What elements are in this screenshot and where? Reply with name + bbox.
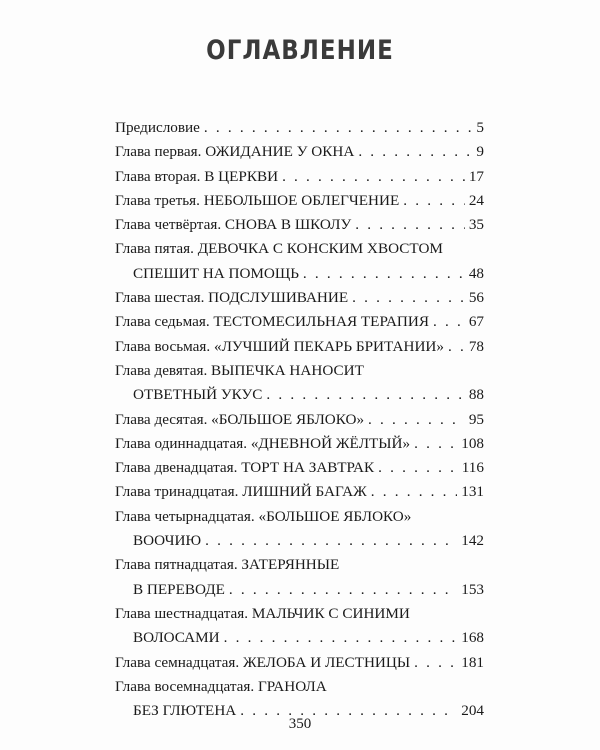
dot-leader [229, 578, 457, 602]
toc-entry[interactable] [115, 651, 484, 675]
toc-entry-title: Глава шестая. ПОДСЛУШИВАНИЕ [115, 289, 349, 307]
toc-entry-title: Глава четвёртая. СНОВА В ШКОЛУ [115, 216, 352, 234]
toc-entry-title-continued: СПЕШИТ НА ПОМОЩЬ [133, 264, 299, 282]
dot-leader [224, 626, 458, 650]
toc-entry-page: 153 [461, 580, 484, 598]
toc-entry-page: 116 [461, 459, 484, 477]
toc-entry-page: 142 [461, 532, 484, 550]
toc-entry-page: 56 [468, 289, 484, 307]
table-of-contents [115, 116, 484, 723]
toc-entry-title-continued: ВООЧИЮ [133, 532, 202, 550]
toc-entry[interactable] [115, 480, 484, 504]
toc-entry-page: 78 [468, 337, 484, 355]
dot-leader [403, 189, 465, 213]
toc-entry-title: Глава вторая. В ЦЕРКВИ [115, 167, 279, 185]
toc-entry-title: Глава семнадцатая. ЖЕЛОБА И ЛЕСТНИЦЫ [115, 653, 411, 671]
dot-leader [303, 262, 465, 286]
toc-entry-title-continued: ВОЛОСАМИ [133, 629, 220, 647]
toc-entry-title: Глава четырнадцатая. «БОЛЬШОЕ ЯБЛОКО» [115, 507, 412, 525]
toc-entry[interactable] [115, 505, 484, 554]
toc-entry[interactable] [115, 310, 484, 334]
toc-entry[interactable] [115, 213, 484, 237]
dot-leader [414, 651, 457, 675]
toc-entry-page: 168 [461, 629, 484, 647]
toc-entry[interactable] [115, 432, 484, 456]
dot-leader [448, 335, 465, 359]
toc-entry-page: 131 [461, 483, 484, 501]
toc-entry-title: Глава одиннадцатая. «ДНЕВНОЙ ЖЁЛТЫЙ» [115, 434, 411, 452]
dot-leader [282, 165, 465, 189]
toc-entry-title: Глава тринадцатая. ЛИШНИЙ БАГАЖ [115, 483, 367, 501]
toc-entry-page: 35 [468, 216, 484, 234]
dot-leader [414, 432, 457, 456]
toc-entry-page: 88 [468, 386, 484, 404]
toc-entry-page: 67 [468, 313, 484, 331]
toc-entry[interactable] [115, 553, 484, 602]
toc-entry-title: Глава девятая. ВЫПЕЧКА НАНОСИТ [115, 361, 364, 379]
toc-entry[interactable] [115, 602, 484, 651]
toc-entry[interactable] [115, 140, 484, 164]
toc-entry[interactable] [115, 116, 484, 140]
toc-entry[interactable] [115, 408, 484, 432]
dot-leader [378, 456, 458, 480]
toc-entry-title-continued: БЕЗ ГЛЮТЕНА [133, 702, 237, 720]
dot-leader [266, 383, 464, 407]
toc-entry[interactable] [115, 456, 484, 480]
toc-entry-title: Глава первая. ОЖИДАНИЕ У ОКНА [115, 143, 355, 161]
toc-entry-page: 181 [461, 653, 484, 671]
toc-entry-page: 5 [476, 119, 484, 136]
toc-entry[interactable] [115, 359, 484, 408]
toc-entry-title: Глава пятнадцатая. ЗАТЕРЯННЫЕ [115, 556, 340, 574]
toc-entry-page: 108 [461, 434, 484, 452]
dot-leader [355, 213, 465, 237]
dot-leader [205, 529, 457, 553]
toc-entry-page: 95 [468, 410, 484, 428]
dot-leader [371, 480, 458, 504]
dot-leader [358, 140, 472, 164]
toc-entry-page: 48 [468, 264, 484, 282]
toc-entry-title: Глава восемнадцатая. ГРАНОЛА [115, 677, 327, 695]
toc-entry-page: 17 [468, 167, 484, 185]
toc-entry[interactable] [115, 237, 484, 286]
toc-entry[interactable] [115, 165, 484, 189]
page-title: ОГЛАВЛЕНИЕ [206, 36, 394, 66]
toc-entry-title: Глава третья. НЕБОЛЬШОЕ ОБЛЕГЧЕНИЕ [115, 191, 400, 209]
toc-entry-title: Глава двенадцатая. ТОРТ НА ЗАВТРАК [115, 459, 375, 477]
toc-entry-title: Глава восьмая. «ЛУЧШИЙ ПЕКАРЬ БРИТАНИИ» [115, 337, 444, 355]
toc-entry[interactable] [115, 335, 484, 359]
toc-entry[interactable] [115, 286, 484, 310]
dot-leader [352, 286, 465, 310]
dot-leader [433, 310, 465, 334]
toc-entry-page: 24 [468, 191, 484, 209]
toc-entry-title-continued: В ПЕРЕВОДЕ [133, 580, 225, 598]
toc-entry-title: Глава шестнадцатая. МАЛЬЧИК С СИНИМИ [115, 604, 410, 622]
page-number: 350 [288, 716, 312, 732]
toc-entry-title: Глава десятая. «БОЛЬШОЕ ЯБЛОКО» [115, 410, 365, 428]
toc-entry-title: Предисловие [115, 119, 200, 136]
toc-entry-page: 9 [476, 143, 484, 161]
toc-entry-title-continued: ОТВЕТНЫЙ УКУС [133, 386, 263, 404]
toc-entry-title: Глава пятая. ДЕВОЧКА С КОНСКИМ ХВОСТОМ [115, 240, 443, 258]
dot-leader [368, 408, 465, 432]
toc-entry-page: 204 [461, 702, 484, 720]
toc-entry-title: Глава седьмая. ТЕСТОМЕСИЛЬНАЯ ТЕРАПИЯ [115, 313, 429, 331]
dot-leader [204, 116, 472, 140]
toc-entry[interactable] [115, 189, 484, 213]
